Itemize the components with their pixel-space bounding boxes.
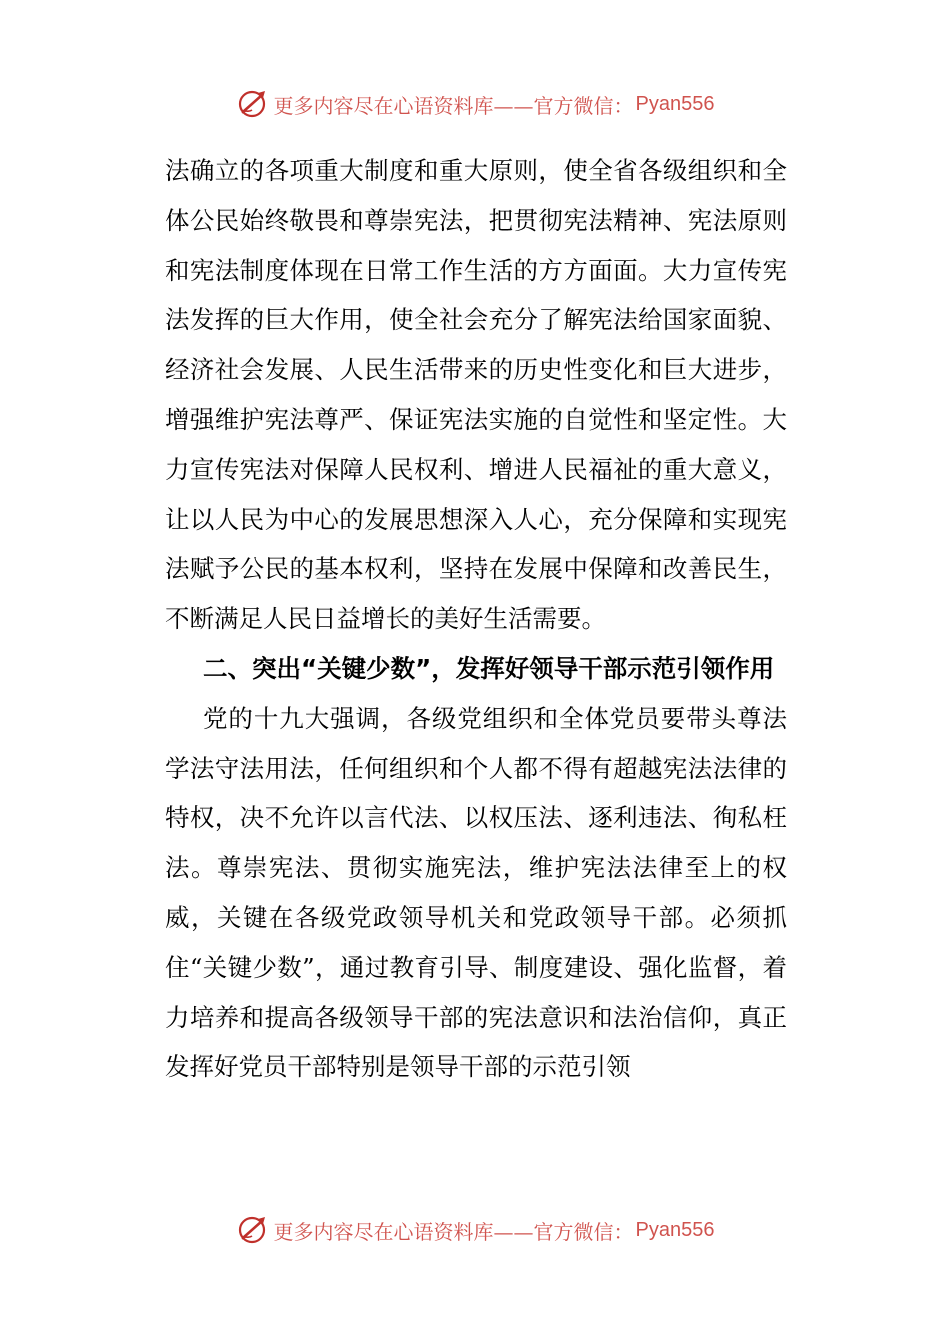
footer-banner	[0, 1210, 950, 1250]
banner-wechat-handle: Pyan556	[635, 92, 715, 115]
banner-wechat-handle: Pyan556	[635, 1218, 715, 1241]
section-paragraph: 党的十九大强调，各级党组织和全体党员要带头尊法学法守法用法，任何组织和个人都不得有超越宪法法律的特权，决不允许以言代法、以权压法、逐利违法、徇私枉法。尊崇宪法、贯彻实施宪法，维护宪法法律至上的权威，关键在各级党政领导机关和党政领导干部。必须抓住“关键少数”，通过教育引导、制度建设、强化监督，着力培养和提高各级领导干部的宪法意识和法治信仰，真正发挥好党员干部特别是领导干部的示范引领	[165, 703, 787, 1082]
continuation-paragraph: 法确立的各项重大制度和重大原则，使全省各级组织和全体公民始终敬畏和尊崇宪法，把贯彻宪法精神、宪法原则和宪法制度体现在日常工作生活的方方面面。大力宣传宪法发挥的巨大作用，使全社会充分了解宪法给国家面貌、经济社会发展、人民生活带来的历史性变化和巨大进步，增强维护宪法尊严、保证宪法实施的自觉性和坚定性。大力宣传宪法对保障人民权利、增进人民福祉的重大意义，让以人民为中心的发展思想深入人心，充分保障和实现宪法赋予公民的基本权利，坚持在发展中保障和改善民生，不断满足人民日益增长的美好生活需要。	[165, 156, 787, 634]
pen-swirl-logo-icon	[236, 1213, 270, 1247]
banner-brand-text: 更多内容尽在心语资料库——官方微信：	[273, 1219, 634, 1244]
document-body	[165, 146, 787, 1092]
header-banner	[0, 84, 950, 124]
pen-swirl-logo-icon	[236, 87, 270, 121]
banner-brand-text: 更多内容尽在心语资料库——官方微信：	[273, 93, 634, 118]
section-heading: 二、突出“关键少数”，发挥好领导干部示范引领作用	[203, 653, 775, 683]
